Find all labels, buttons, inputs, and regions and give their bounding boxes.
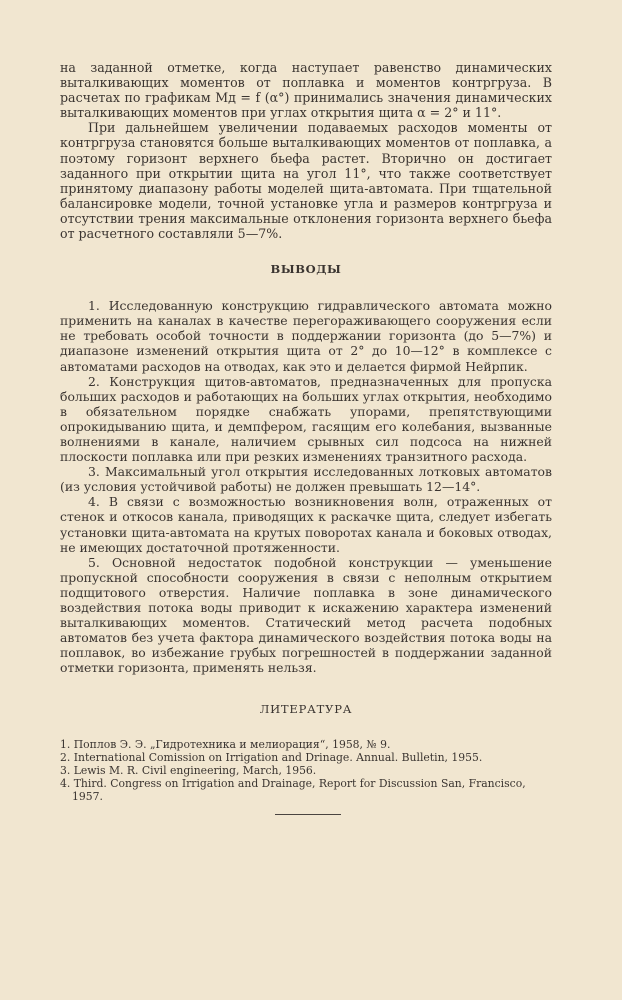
- reference-item-4: 4. Third. Congress on Irrigation and Drainage, Report for Discussion San, Francisco, 1957.: [60, 777, 526, 804]
- conclusion-item-2: 2. Конструкция щитов-автоматов, предназначенных для пропуска больших расходов и работающих на больших углах открытия, необходимо в обязательном порядке снабжать упорами, препятствующими опрокидыванию щита, и демпфером, гасящим его колебания, вызванные волнениями в канале, наличием срывных сил подсоса на нижней плоскости поплавка или при резких изменениях транзитного расхода.: [60, 373, 552, 465]
- intro-paragraph-1: на заданной отметке, когда наступает равенство динамических выталкивающих моментов от поплавка и моментов контргруза. В расчетах по графикам Mд = f (α°) принимались значения динамических выталкивающих моментов при углах открытия щита α = 2° и 11°.: [60, 60, 552, 121]
- intro-paragraph-2: При дальнейшем увеличении подаваемых расходов моменты от контргруза становятся больше выталкивающих моментов от поплавка, а поэтому горизонт верхнего бьефа растет. Вторично он достигает заданного при открытии щита на угол 11°, что также соответствует принятому диапазону работы моделей щита-автомата. При тщательной балансировке модели, точной установке угла и размеров контргруза и отсутствии трения максимальные отклонения горизонта верхнего бьефа от расчетного составляли 5—7%.: [60, 120, 552, 242]
- conclusions-heading: ВЫВОДЫ: [270, 262, 342, 277]
- reference-item-1: 1. Поплов Э. Э. „Гидротехника и мелиорация“, 1958, № 9.: [60, 738, 391, 752]
- conclusion-item-1: 1. Исследованную конструкцию гидравлического автомата можно применить на каналах в качестве перегораживающего сооружения если не требовать особой точности в поддержании горизонта (до 5—7%) и диапазоне изменений открытия щита от 2° до 10—12° в комплексе с автоматами расходов на отводах, как это и делается фирмой Нейрпик.: [60, 298, 552, 374]
- reference-item-3: 3. Lewis M. R. Civil engineering, March, 1956.: [60, 764, 317, 778]
- conclusions-list: [60, 298, 552, 675]
- reference-item-2: 2. International Comission on Irrigation and Drinage. Annual. Bulletin, 1955.: [60, 751, 483, 765]
- conclusion-item-4: 4. В связи с возможностью возникновения волн, отраженных от стенок и откосов канала, приводящих к раскачке щита, следует избегать установки щита-автомата на крутых поворотах канала и боковых отводах, не имеющих достаточной протяженности.: [60, 494, 552, 555]
- literature-heading: ЛИТЕРАТУРА: [259, 702, 353, 717]
- page-content: [60, 60, 552, 803]
- reference-list: [60, 738, 552, 803]
- conclusion-item-5: 5. Основной недостаток подобной конструкции — уменьшение пропускной способности сооружения в связи с неполным открытием подщитового отверстия. Наличие поплавка в зоне динамического воздействия потока воды приводит к искажению характера изменений выталкивающих моментов. Статический метод расчета подобных автоматов без учета фактора динамического воздействия потока воды на поплавок, во избежание грубых погрешностей в поддержании заданной отметки горизонта, применять нельзя.: [60, 554, 552, 676]
- closing-rule: [275, 814, 341, 815]
- conclusion-item-3: 3. Максимальный угол открытия исследованных лотковых автоматов (из условия устойчивой работы) не должен превышать 12—14°.: [60, 464, 552, 495]
